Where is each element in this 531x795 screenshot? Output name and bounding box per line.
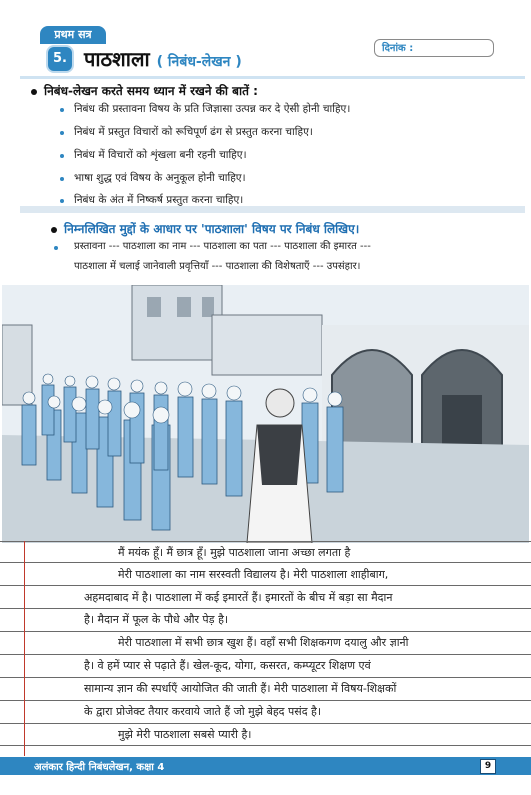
section-divider (20, 206, 525, 213)
school-assembly-illustration (2, 285, 529, 543)
bullet-icon (60, 131, 64, 135)
essay-line: है। मैदान में फूल के पौधे और पेड़ है। (84, 613, 229, 626)
page-number: 9 (480, 759, 496, 774)
essay-line: मुझे मेरी पाठशाला सबसे प्यारी है। (118, 728, 252, 741)
session-tab: प्रथम सत्र (40, 26, 106, 44)
essay-line: मेरी पाठशाला का नाम सरस्वती विद्यालय है। मेरी पाठशाला शाहीबाग, (118, 568, 389, 581)
lesson-number-badge: 5. (48, 47, 72, 71)
bullet-icon (60, 108, 64, 112)
essay-line: मेरी पाठशाला में सभी छात्र खुश हैं। वहाँ सभी शिक्षकगण दयालु और ज्ञानी (118, 636, 409, 649)
tip-item: निबंध की प्रस्तावना विषय के प्रति जिज्ञासा उत्पन्न कर दे ऐसी होनी चाहिए। (74, 103, 351, 115)
margin-line (24, 541, 25, 756)
header-divider (20, 76, 525, 79)
tips-heading: निबंध-लेखन करते समय ध्यान में रखने की बातें : (44, 84, 258, 98)
essay-line: सामान्य ज्ञान की स्पर्धाएँ आयोजित की जाती हैं। मेरी पाठशाला में विषय-शिक्षकों (84, 682, 397, 695)
bullet-icon (51, 227, 57, 233)
lesson-subtitle: ( निबंध-लेखन ) (156, 54, 242, 70)
writing-line (0, 585, 531, 586)
lesson-title-text: पाठशाला (84, 47, 150, 71)
writing-line (0, 700, 531, 701)
task-heading: निम्नलिखित मुद्दों के आधार पर 'पाठशाला' विषय पर निबंध लिखिए। (64, 222, 360, 236)
tip-item: निबंध में विचारों को शृंखला बनी रहनी चाहिए। (74, 149, 247, 161)
task-points-line2: पाठशाला में चलाई जानेवाली प्रवृत्तियाँ --- पाठशाला की विशेषताएँ --- उपसंहार। (74, 261, 361, 272)
tip-item: भाषा शुद्ध एवं विषय के अनुकूल होनी चाहिए। (74, 172, 246, 184)
writing-line (0, 608, 531, 609)
tip-item: निबंध के अंत में निष्कर्ष प्रस्तुत करना चाहिए। (74, 194, 244, 206)
essay-line: अहमदाबाद में है। पाठशाला में कई इमारतें हैं। इमारतों के बीच में बड़ा सा मैदान (84, 591, 393, 604)
writing-line (0, 654, 531, 655)
bullet-icon (60, 177, 64, 181)
date-field[interactable]: दिनांक : (374, 39, 494, 57)
essay-line: मैं मयंक हूँ। मैं छात्र हूँ। मुझे पाठशाला जाना अच्छा लगता है (118, 546, 351, 559)
essay-line: के द्वारा प्रोजेक्ट तैयार करवाये जाते हैं जो मुझे बेहद पसंद है। (84, 705, 322, 718)
essay-line: है। वे हमें प्यार से पढ़ाते हैं। खेल-कूद, योगा, कसरत, कम्प्यूटर शिक्षण एवं (84, 659, 371, 672)
lesson-title (84, 45, 242, 72)
bullet-icon (60, 199, 64, 203)
writing-line (0, 677, 531, 678)
writing-line (0, 631, 531, 632)
bullet-icon (31, 89, 37, 95)
bullet-icon (60, 154, 64, 158)
tip-item: निबंध में प्रस्तुत विचारों को रूचिपूर्ण ढंग से प्रस्तुत करना चाहिए। (74, 126, 313, 138)
writing-line (0, 745, 531, 746)
task-points-line1: प्रस्तावना --- पाठशाला का नाम --- पाठशाला का पता --- पाठशाला की इमारत --- (74, 241, 371, 252)
school-assembly-scene (2, 285, 529, 543)
writing-line (0, 723, 531, 724)
writing-line (0, 541, 531, 542)
book-title: अलंकार हिन्दी निबंधलेखन, कक्षा 4 (34, 762, 165, 773)
writing-line (0, 562, 531, 563)
bullet-icon (54, 246, 58, 250)
